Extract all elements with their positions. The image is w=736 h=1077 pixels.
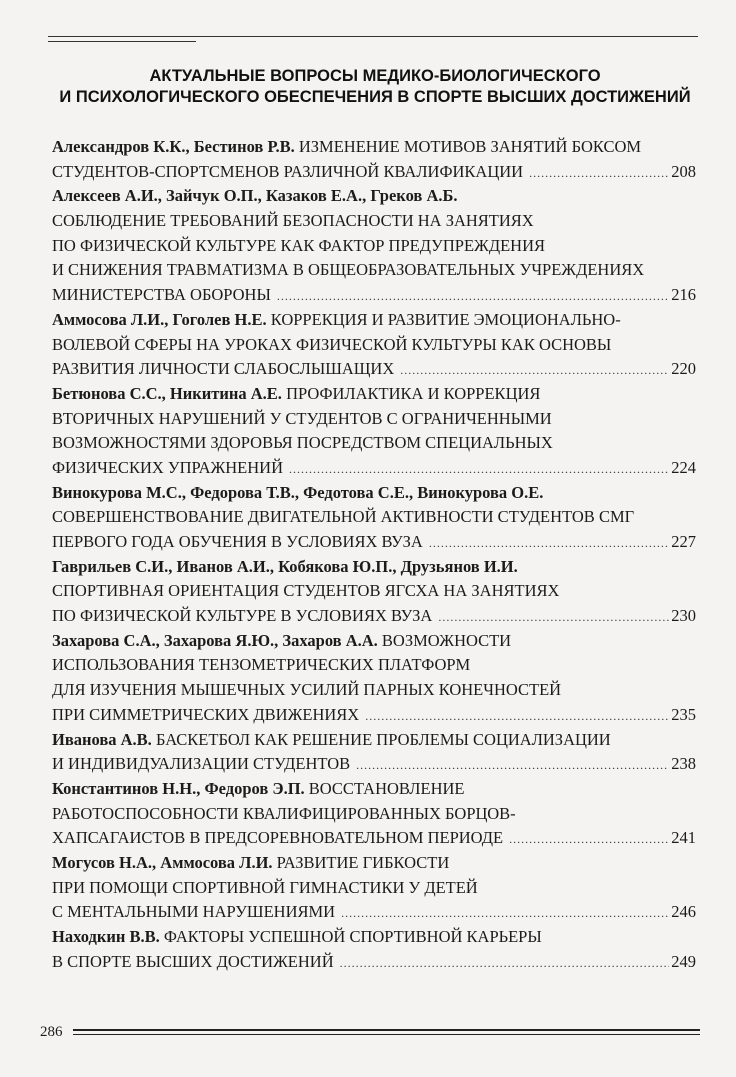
- toc-entry-title-end: И ИНДИВИДУАЛИЗАЦИИ СТУДЕНТОВ: [52, 754, 351, 774]
- page-footer: [40, 1020, 700, 1044]
- toc-entry-last-line: [52, 826, 696, 851]
- toc-entry-last-line: [52, 283, 696, 308]
- toc-entry-first-line: [52, 481, 696, 506]
- toc-entry-authors: Александров К.К., Бестинов Р.В.: [52, 137, 295, 156]
- dot-leader: [277, 284, 669, 308]
- toc-entry-last-line: [52, 703, 696, 728]
- toc-entry-title-line: ВОЗМОЖНОСТЯМИ ЗДОРОВЬЯ ПОСРЕДСТВОМ СПЕЦИАЛЬНЫХ: [52, 433, 553, 453]
- toc-entry-first-line: [52, 925, 696, 950]
- toc-entry-title-line: И СНИЖЕНИЯ ТРАВМАТИЗМА В ОБЩЕОБРАЗОВАТЕЛЬНЫХ УЧРЕЖДЕНИЯХ: [52, 260, 645, 280]
- toc-entry-title-line: ВОЛЕВОЙ СФЕРЫ НА УРОКАХ ФИЗИЧЕСКОЙ КУЛЬТУРЫ КАК ОСНОВЫ: [52, 334, 612, 354]
- dot-leader: [400, 358, 669, 382]
- section-title-line-1: АКТУАЛЬНЫЕ ВОПРОСЫ МЕДИКО-БИОЛОГИЧЕСКОГО: [149, 67, 601, 85]
- toc-entry[interactable]: [52, 629, 696, 728]
- toc-entry-authors: Аммосова Л.И., Гоголев Н.Е.: [52, 309, 267, 329]
- toc-entry-first-line: [52, 629, 696, 654]
- dot-leader: [289, 457, 669, 481]
- toc-entry-last-line: [52, 950, 696, 975]
- toc-entry-last-line: [52, 456, 696, 481]
- toc-entry[interactable]: [52, 777, 696, 851]
- toc-entry-last-line: [52, 900, 696, 925]
- toc-entry-title-end: ФИЗИЧЕСКИХ УПРАЖНЕНИЙ: [52, 457, 284, 477]
- toc-entry-title-end: ХАПСАГАИСТОВ В ПРЕДСОРЕВНОВАТЕЛЬНОМ ПЕРИОДЕ: [52, 828, 504, 848]
- toc-entry-authors: Захарова С.А., Захарова Я.Ю., Захаров А.А.: [52, 630, 378, 650]
- toc-entry-title-end: ПО ФИЗИЧЕСКОЙ КУЛЬТУРЕ В УСЛОВИЯХ ВУЗА: [52, 606, 433, 626]
- toc-entry[interactable]: [52, 555, 696, 629]
- toc-entry-last-line: [52, 752, 696, 777]
- footer-rules: [73, 1027, 701, 1037]
- toc-entry-title-line: СОБЛЮДЕНИЕ ТРЕБОВАНИЙ БЕЗОПАСНОСТИ НА ЗАНЯТИЯХ: [52, 211, 534, 231]
- toc-entry[interactable]: [52, 728, 696, 777]
- toc-entry-title-line: ПРИ ПОМОЩИ СПОРТИВНОЙ ГИМНАСТИКИ У ДЕТЕЙ: [52, 877, 478, 897]
- toc-entry-title-line: СОВЕРШЕНСТВОВАНИЕ ДВИГАТЕЛЬНОЙ АКТИВНОСТИ СТУДЕНТОВ СМГ: [52, 507, 635, 527]
- toc-entry-title-start: ВОССТАНОВЛЕНИЕ: [308, 778, 465, 798]
- toc-entry-last-line: [52, 357, 696, 382]
- dot-leader: [509, 827, 669, 851]
- toc-entry-page[interactable]: 246: [671, 902, 696, 922]
- toc-entry[interactable]: [52, 481, 696, 555]
- toc-entry-title-start: БАСКЕТБОЛ КАК РЕШЕНИЕ ПРОБЛЕМЫ СОЦИАЛИЗАЦИИ: [155, 729, 611, 749]
- toc-entry-page[interactable]: 208: [671, 161, 696, 181]
- toc-entry-title-start: ПРОФИЛАКТИКА И КОРРЕКЦИЯ: [286, 383, 541, 403]
- footer-rule-thick: [73, 1029, 701, 1031]
- dot-leader: [438, 605, 669, 629]
- dot-leader: [529, 161, 669, 185]
- toc-entry-authors: Винокурова М.С., Федорова Т.В., Федотова С.Е., Винокурова О.Е.: [52, 482, 544, 502]
- toc-entry-page[interactable]: 220: [671, 359, 696, 379]
- toc-entry-authors: Бетюнова С.С., Никитина А.Е.: [52, 383, 282, 403]
- toc-entry-first-line: [52, 777, 696, 802]
- toc-entry-first-line: [52, 308, 696, 333]
- toc-entry[interactable]: [52, 382, 696, 481]
- toc-entry[interactable]: [52, 925, 696, 974]
- toc-entry-first-line: [52, 382, 696, 407]
- toc-entry[interactable]: [52, 308, 696, 382]
- toc-entry-page[interactable]: 224: [671, 457, 696, 477]
- toc-entry-title-start: ВОЗМОЖНОСТИ: [381, 630, 512, 650]
- toc-entry-authors: Находкин В.В.: [52, 927, 160, 946]
- toc-entry-page[interactable]: 230: [671, 606, 696, 626]
- toc-entry-last-line: [52, 160, 696, 185]
- section-title-line-2: И ПСИХОЛОГИЧЕСКОГО ОБЕСПЕЧЕНИЯ В СПОРТЕ ВЫСШИХ ДОСТИЖЕНИЙ: [59, 88, 691, 106]
- page-number: 286: [40, 1023, 63, 1040]
- toc-entry-title-line: РАБОТОСПОСОБНОСТИ КВАЛИФИЦИРОВАННЫХ БОРЦОВ-: [52, 803, 516, 823]
- toc-entry-first-line: [52, 555, 696, 580]
- toc-entry-last-line: [52, 530, 696, 555]
- toc-entry-page[interactable]: 249: [671, 951, 696, 971]
- toc-entry-title-start: ИЗМЕНЕНИЕ МОТИВОВ ЗАНЯТИЙ БОКСОМ: [298, 137, 642, 156]
- section-title: [40, 66, 710, 108]
- toc-entry-last-line: [52, 604, 696, 629]
- toc-entry-title-end: СТУДЕНТОВ-СПОРТСМЕНОВ РАЗЛИЧНОЙ КВАЛИФИКАЦИИ: [52, 161, 524, 181]
- toc-entry-title-line: СПОРТИВНАЯ ОРИЕНТАЦИЯ СТУДЕНТОВ ЯГСХА НА ЗАНЯТИЯХ: [52, 581, 560, 601]
- toc-entry-title-end: ПЕРВОГО ГОДА ОБУЧЕНИЯ В УСЛОВИЯХ ВУЗА: [52, 532, 423, 551]
- dot-leader: [429, 531, 669, 555]
- toc-entry-title-start: ФАКТОРЫ УСПЕШНОЙ СПОРТИВНОЙ КАРЬЕРЫ: [163, 927, 542, 946]
- toc-entry-page[interactable]: 216: [671, 285, 696, 305]
- toc-entry-title-start: РАЗВИТИЕ ГИБКОСТИ: [276, 852, 450, 872]
- header-rule-long: [48, 36, 698, 37]
- toc-entry-title-line: ПО ФИЗИЧЕСКОЙ КУЛЬТУРЕ КАК ФАКТОР ПРЕДУПРЕЖДЕНИЯ: [52, 235, 545, 255]
- toc-entry[interactable]: [52, 851, 696, 925]
- toc-entry-page[interactable]: 238: [671, 754, 696, 774]
- toc-entry-title-line: ВТОРИЧНЫХ НАРУШЕНИЙ У СТУДЕНТОВ С ОГРАНИЧЕННЫМИ: [52, 408, 552, 428]
- toc-entry-authors: Алексеев А.И., Зайчук О.П., Казаков Е.А., Греков А.Б.: [52, 186, 458, 206]
- toc-entry-page[interactable]: 235: [671, 704, 696, 724]
- toc-entry-first-line: [52, 135, 696, 160]
- toc-entry-title-start: КОРРЕКЦИЯ И РАЗВИТИЕ ЭМОЦИОНАЛЬНО-: [270, 309, 621, 329]
- toc-entry-title-line: ДЛЯ ИЗУЧЕНИЯ МЫШЕЧНЫХ УСИЛИЙ ПАРНЫХ КОНЕЧНОСТЕЙ: [52, 680, 562, 700]
- toc-entry-page[interactable]: 227: [671, 532, 696, 551]
- dot-leader: [365, 704, 669, 728]
- toc-entry-authors: Иванова А.В.: [52, 729, 152, 749]
- toc-entry-title-end: РАЗВИТИЯ ЛИЧНОСТИ СЛАБОСЛЫШАЩИХ: [52, 359, 395, 379]
- toc-entry-authors: Константинов Н.Н., Федоров Э.П.: [52, 778, 305, 798]
- toc-entry-first-line: [52, 728, 696, 753]
- toc-entry[interactable]: [52, 135, 696, 184]
- toc-entry-title-end: ПРИ СИММЕТРИЧЕСКИХ ДВИЖЕНИЯХ: [52, 704, 360, 724]
- dot-leader: [356, 753, 669, 777]
- footer-rule-thin: [73, 1034, 701, 1035]
- toc-entry-title-line: ИСПОЛЬЗОВАНИЯ ТЕНЗОМЕТРИЧЕСКИХ ПЛАТФОРМ: [52, 655, 471, 675]
- toc-entry-first-line: [52, 851, 696, 876]
- toc-entry-title-end: В СПОРТЕ ВЫСШИХ ДОСТИЖЕНИЙ: [52, 951, 334, 971]
- toc-entry-page[interactable]: 241: [671, 828, 696, 848]
- toc-entry-title-end: С МЕНТАЛЬНЫМИ НАРУШЕНИЯМИ: [52, 902, 336, 922]
- table-of-contents: [52, 135, 696, 974]
- toc-entry-authors: Гаврильев С.И., Иванов А.И., Кобякова Ю.П., Друзьянов И.И.: [52, 556, 518, 576]
- toc-entry-authors: Могусов Н.А., Аммосова Л.И.: [52, 852, 273, 872]
- toc-entry[interactable]: [52, 184, 696, 307]
- header-rule-short: [48, 41, 196, 42]
- dot-leader: [340, 951, 670, 975]
- dot-leader: [341, 901, 669, 925]
- toc-entry-title-end: МИНИСТЕРСТВА ОБОРОНЫ: [52, 285, 271, 305]
- toc-entry-first-line: [52, 184, 696, 209]
